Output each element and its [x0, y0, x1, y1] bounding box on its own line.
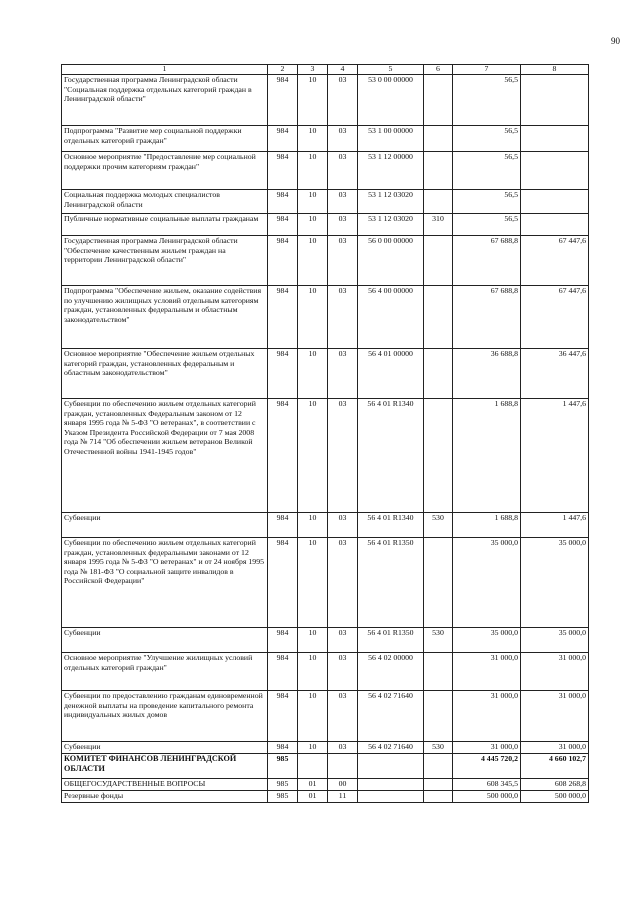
row-amount-1: 56,5	[453, 152, 521, 190]
row-expense-type	[424, 754, 453, 779]
row-subsection: 03	[328, 126, 358, 152]
row-expense-type: 310	[424, 214, 453, 236]
row-name: ОБЩЕГОСУДАРСТВЕННЫЕ ВОПРОСЫ	[62, 779, 268, 791]
table-row	[62, 754, 589, 779]
row-amount-1: 31 000,0	[453, 742, 521, 754]
row-amount-1: 1 688,8	[453, 513, 521, 538]
row-subsection: 11	[328, 791, 358, 803]
row-amount-2: 35 000,0	[521, 538, 589, 628]
row-section	[298, 754, 328, 779]
row-section: 10	[298, 628, 328, 653]
row-name: Субвенции по обеспечению жильем отдельных категорий граждан, установленных Федеральным законом от 12 января 1995 года № 5-ФЗ "О ветеранах", в соответствии с Указом Президента Российской Федерации от 7 мая 2008 года № 714 "Об обеспечении жильем ветеранов Великой Отечественной войны 1941-1945 годов"	[62, 399, 268, 513]
budget-table	[61, 64, 589, 803]
row-amount-2: 1 447,6	[521, 399, 589, 513]
table-row	[62, 190, 589, 214]
row-expense-type	[424, 349, 453, 399]
row-section: 10	[298, 691, 328, 742]
table-row	[62, 152, 589, 190]
row-target-article	[358, 779, 424, 791]
row-name: Подпрограмма "Развитие мер социальной поддержки отдельных категорий граждан"	[62, 126, 268, 152]
row-amount-2: 31 000,0	[521, 653, 589, 691]
row-name: Публичные нормативные социальные выплаты гражданам	[62, 214, 268, 236]
table-row	[62, 779, 589, 791]
table-row	[62, 628, 589, 653]
table-body	[62, 75, 589, 803]
row-target-article: 53 0 00 00000	[358, 75, 424, 126]
row-section: 10	[298, 236, 328, 286]
row-target-article: 56 4 00 00000	[358, 286, 424, 349]
row-subsection: 03	[328, 190, 358, 214]
row-section: 10	[298, 286, 328, 349]
row-expense-type	[424, 286, 453, 349]
row-name: Основное мероприятие "Предоставление мер социальной поддержки прочим категориям граждан"	[62, 152, 268, 190]
row-amount-1: 36 688,8	[453, 349, 521, 399]
row-expense-type	[424, 691, 453, 742]
row-amount-2	[521, 152, 589, 190]
row-code: 984	[268, 152, 298, 190]
table-row	[62, 126, 589, 152]
row-name: Основное мероприятие "Обеспечение жильем отдельных категорий граждан, установленных федеральным и областным законодательством"	[62, 349, 268, 399]
row-expense-type	[424, 399, 453, 513]
column-header: 2	[268, 65, 298, 75]
row-amount-1: 56,5	[453, 214, 521, 236]
row-amount-2	[521, 190, 589, 214]
row-subsection: 03	[328, 214, 358, 236]
row-expense-type: 530	[424, 628, 453, 653]
column-header: 8	[521, 65, 589, 75]
column-header: 6	[424, 65, 453, 75]
row-section: 01	[298, 779, 328, 791]
row-amount-1: 500 000,0	[453, 791, 521, 803]
row-expense-type	[424, 538, 453, 628]
row-amount-1: 1 688,8	[453, 399, 521, 513]
row-target-article: 56 4 02 71640	[358, 742, 424, 754]
row-expense-type: 530	[424, 513, 453, 538]
row-expense-type	[424, 653, 453, 691]
table-row	[62, 214, 589, 236]
row-amount-2: 67 447,6	[521, 286, 589, 349]
row-amount-1: 608 345,5	[453, 779, 521, 791]
row-name: Субвенции по обеспечению жильем отдельных категорий граждан, установленных федеральными законами от 12 января 1995 года № 5-ФЗ "О ветеранах" и от 24 ноября 1995 года № 181-ФЗ "О социальной защите инвалидов в Российской Федерации"	[62, 538, 268, 628]
row-amount-2: 36 447,6	[521, 349, 589, 399]
row-amount-1: 67 688,8	[453, 286, 521, 349]
table-row	[62, 236, 589, 286]
row-subsection: 03	[328, 538, 358, 628]
table-row	[62, 791, 589, 803]
row-expense-type	[424, 779, 453, 791]
row-code: 984	[268, 691, 298, 742]
row-subsection: 03	[328, 399, 358, 513]
row-code: 984	[268, 742, 298, 754]
table-row	[62, 742, 589, 754]
column-header: 3	[298, 65, 328, 75]
row-subsection: 03	[328, 653, 358, 691]
row-amount-2: 31 000,0	[521, 742, 589, 754]
row-section: 10	[298, 399, 328, 513]
row-target-article: 53 1 12 00000	[358, 152, 424, 190]
row-name: Государственная программа Ленинградской области "Обеспечение качественным жильем граждан на территории Ленинградской области"	[62, 236, 268, 286]
row-name: Государственная программа Ленинградской области "Социальная поддержка отдельных категорий граждан в Ленинградской области"	[62, 75, 268, 126]
row-code: 984	[268, 214, 298, 236]
row-section: 01	[298, 791, 328, 803]
row-subsection: 03	[328, 152, 358, 190]
row-code: 984	[268, 349, 298, 399]
row-subsection: 03	[328, 75, 358, 126]
row-section: 10	[298, 75, 328, 126]
row-section: 10	[298, 126, 328, 152]
column-header: 4	[328, 65, 358, 75]
row-section: 10	[298, 349, 328, 399]
table-row	[62, 349, 589, 399]
row-amount-1: 31 000,0	[453, 691, 521, 742]
table-row	[62, 538, 589, 628]
row-amount-2: 67 447,6	[521, 236, 589, 286]
row-name: Резервные фонды	[62, 791, 268, 803]
row-name: Субвенции	[62, 513, 268, 538]
row-section: 10	[298, 513, 328, 538]
row-section: 10	[298, 152, 328, 190]
row-section: 10	[298, 190, 328, 214]
row-expense-type: 530	[424, 742, 453, 754]
row-name: Субвенции	[62, 742, 268, 754]
row-code: 985	[268, 754, 298, 779]
column-header: 5	[358, 65, 424, 75]
row-code: 984	[268, 286, 298, 349]
row-target-article: 56 0 00 00000	[358, 236, 424, 286]
row-target-article: 56 4 01 R1350	[358, 628, 424, 653]
row-section: 10	[298, 214, 328, 236]
row-section: 10	[298, 538, 328, 628]
row-subsection: 03	[328, 628, 358, 653]
table-row	[62, 653, 589, 691]
row-amount-2: 31 000,0	[521, 691, 589, 742]
row-amount-1: 56,5	[453, 190, 521, 214]
row-section: 10	[298, 653, 328, 691]
row-expense-type	[424, 791, 453, 803]
row-target-article: 56 4 01 R1340	[358, 513, 424, 538]
row-target-article	[358, 754, 424, 779]
table-row	[62, 691, 589, 742]
row-code: 984	[268, 75, 298, 126]
row-amount-1: 31 000,0	[453, 653, 521, 691]
row-code: 984	[268, 399, 298, 513]
row-amount-1: 35 000,0	[453, 538, 521, 628]
row-target-article: 56 4 01 R1350	[358, 538, 424, 628]
row-amount-2: 35 000,0	[521, 628, 589, 653]
row-code: 984	[268, 236, 298, 286]
row-subsection: 03	[328, 286, 358, 349]
row-subsection	[328, 754, 358, 779]
row-code: 984	[268, 628, 298, 653]
row-target-article: 56 4 01 R1340	[358, 399, 424, 513]
row-subsection: 03	[328, 691, 358, 742]
row-target-article	[358, 791, 424, 803]
table-row	[62, 286, 589, 349]
row-name: Субвенции	[62, 628, 268, 653]
table-header-row	[62, 65, 589, 75]
row-amount-2	[521, 75, 589, 126]
row-expense-type	[424, 152, 453, 190]
row-amount-2	[521, 126, 589, 152]
row-code: 985	[268, 779, 298, 791]
row-section: 10	[298, 742, 328, 754]
row-amount-1: 35 000,0	[453, 628, 521, 653]
row-code: 984	[268, 653, 298, 691]
column-header: 1	[62, 65, 268, 75]
row-code: 984	[268, 190, 298, 214]
row-target-article: 56 4 02 71640	[358, 691, 424, 742]
row-amount-1: 56,5	[453, 75, 521, 126]
row-target-article: 56 4 02 00000	[358, 653, 424, 691]
row-expense-type	[424, 75, 453, 126]
table-row	[62, 513, 589, 538]
row-amount-2	[521, 214, 589, 236]
table-row	[62, 75, 589, 126]
row-target-article: 53 1 12 03020	[358, 214, 424, 236]
row-expense-type	[424, 190, 453, 214]
row-code: 984	[268, 538, 298, 628]
row-subsection: 00	[328, 779, 358, 791]
row-expense-type	[424, 126, 453, 152]
row-code: 985	[268, 791, 298, 803]
table-row	[62, 399, 589, 513]
row-amount-1: 67 688,8	[453, 236, 521, 286]
row-amount-2: 500 000,0	[521, 791, 589, 803]
row-subsection: 03	[328, 742, 358, 754]
row-subsection: 03	[328, 349, 358, 399]
row-subsection: 03	[328, 236, 358, 286]
row-amount-2: 4 660 102,7	[521, 754, 589, 779]
row-amount-1: 4 445 720,2	[453, 754, 521, 779]
column-header: 7	[453, 65, 521, 75]
row-target-article: 53 1 12 03020	[358, 190, 424, 214]
page-number: 90	[611, 36, 620, 46]
row-name: Подпрограмма "Обеспечение жильем, оказание содействия по улучшению жилищных условий отдельным категориям граждан, установленных федеральным и областным законодательством"	[62, 286, 268, 349]
row-name: Основное мероприятие "Улучшение жилищных условий отдельных категорий граждан"	[62, 653, 268, 691]
row-target-article: 56 4 01 00000	[358, 349, 424, 399]
row-amount-2: 1 447,6	[521, 513, 589, 538]
row-name: КОМИТЕТ ФИНАНСОВ ЛЕНИНГРАДСКОЙ ОБЛАСТИ	[62, 754, 268, 779]
row-code: 984	[268, 513, 298, 538]
row-name: Субвенции по предоставлению гражданам единовременной денежной выплаты на проведение капитального ремонта индивидуальных жилых домов	[62, 691, 268, 742]
row-expense-type	[424, 236, 453, 286]
row-code: 984	[268, 126, 298, 152]
row-subsection: 03	[328, 513, 358, 538]
row-name: Социальная поддержка молодых специалистов Ленинградской области	[62, 190, 268, 214]
row-amount-1: 56,5	[453, 126, 521, 152]
row-amount-2: 608 268,8	[521, 779, 589, 791]
row-target-article: 53 1 00 00000	[358, 126, 424, 152]
